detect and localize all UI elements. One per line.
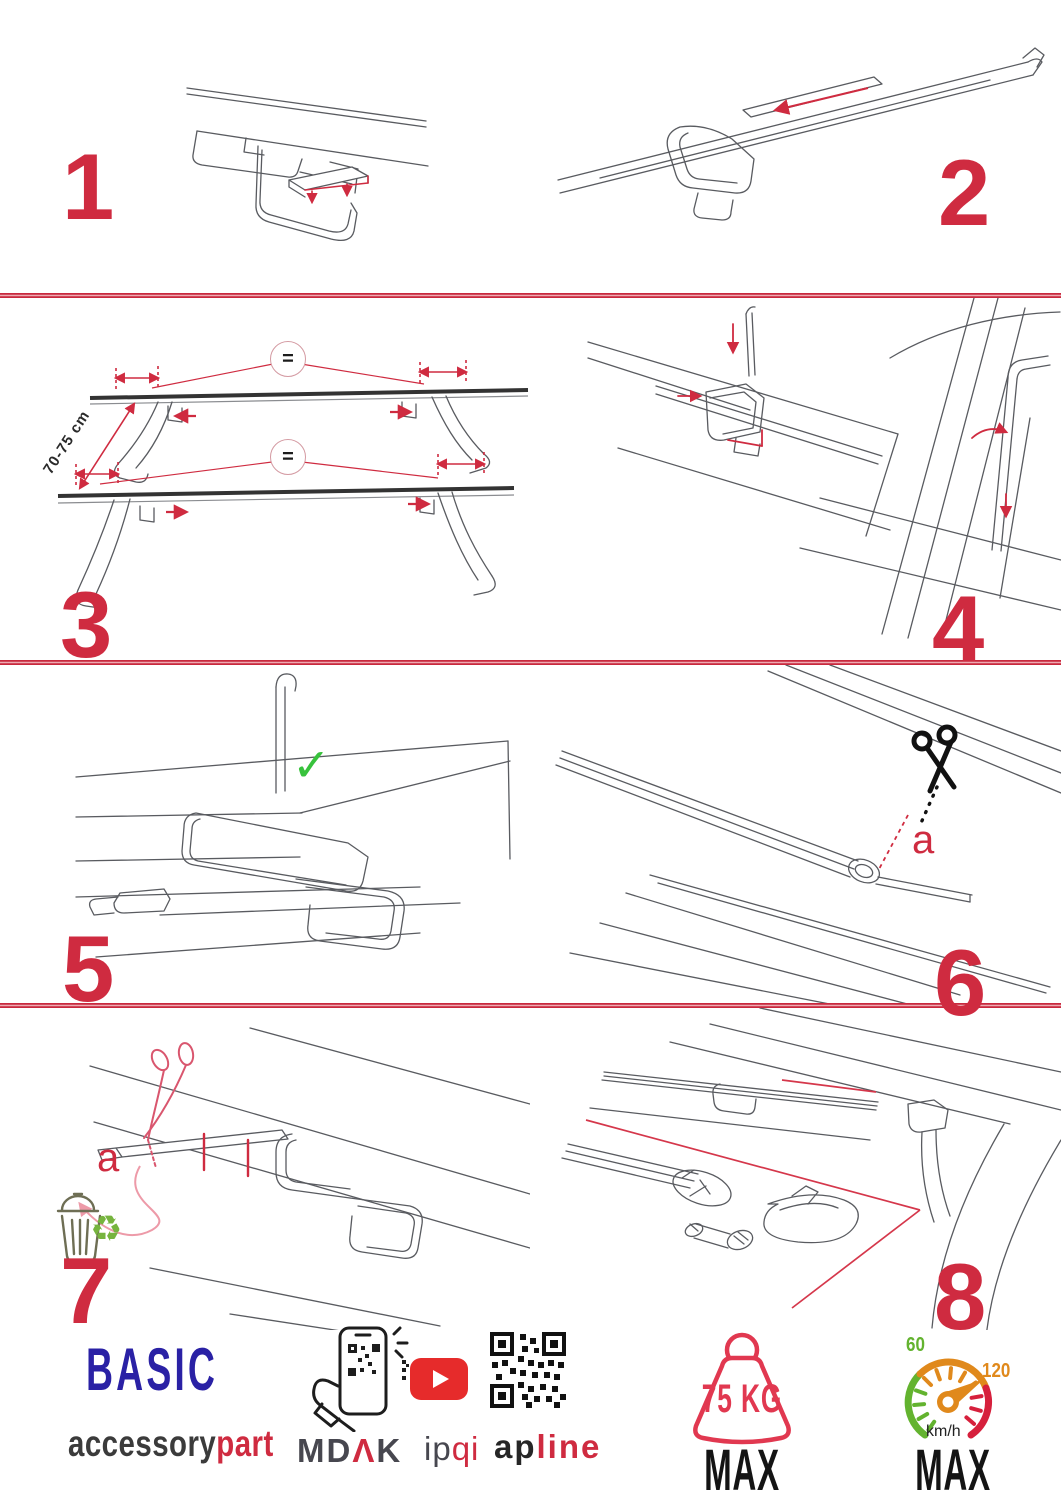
gauge-60-label: 60 xyxy=(906,1333,925,1356)
step-number-3: 3 xyxy=(60,572,113,677)
apline-logo: apline xyxy=(494,1428,602,1465)
step-number-1: 1 xyxy=(62,134,115,239)
step-number-2: 2 xyxy=(938,140,991,245)
equal-spacing-badge: = xyxy=(270,439,306,475)
cut-part-label: a xyxy=(97,1136,120,1180)
brand-logo-red: part xyxy=(216,1423,274,1465)
cut-part-label: a xyxy=(912,818,935,862)
recycle-icon: ♻ xyxy=(90,1209,123,1250)
step-number-5: 5 xyxy=(62,916,115,1021)
step-number-6: 6 xyxy=(934,930,987,1035)
mdak-logo: MDΛK xyxy=(297,1432,403,1469)
gauge-120-label: 120 xyxy=(982,1359,1011,1382)
gauge-unit-label: km/h xyxy=(926,1423,961,1440)
bar-distance-label: 70-75 cm xyxy=(40,407,94,478)
ipqi-logo: ipqi xyxy=(424,1430,480,1467)
scissors-icon xyxy=(914,727,955,791)
qr-scan-phone-icon xyxy=(310,1326,410,1432)
series-name: BASIC xyxy=(86,1337,219,1404)
brand-logo-black: accessory xyxy=(68,1423,217,1465)
step-number-4: 4 xyxy=(932,576,985,681)
step-number-7: 7 xyxy=(60,1238,113,1343)
step-number-8: 8 xyxy=(934,1244,987,1349)
max-load-value: 75 KG xyxy=(701,1375,783,1421)
youtube-icon xyxy=(410,1358,468,1400)
qr-code-icon xyxy=(490,1332,566,1408)
brand-logo xyxy=(68,1423,274,1465)
check-icon: ✓ xyxy=(292,738,331,792)
max-load-label: MAX xyxy=(704,1436,780,1500)
max-speed-label: MAX xyxy=(915,1436,991,1500)
step-4-illustration xyxy=(560,298,1061,660)
equal-spacing-badge: = xyxy=(270,341,306,377)
